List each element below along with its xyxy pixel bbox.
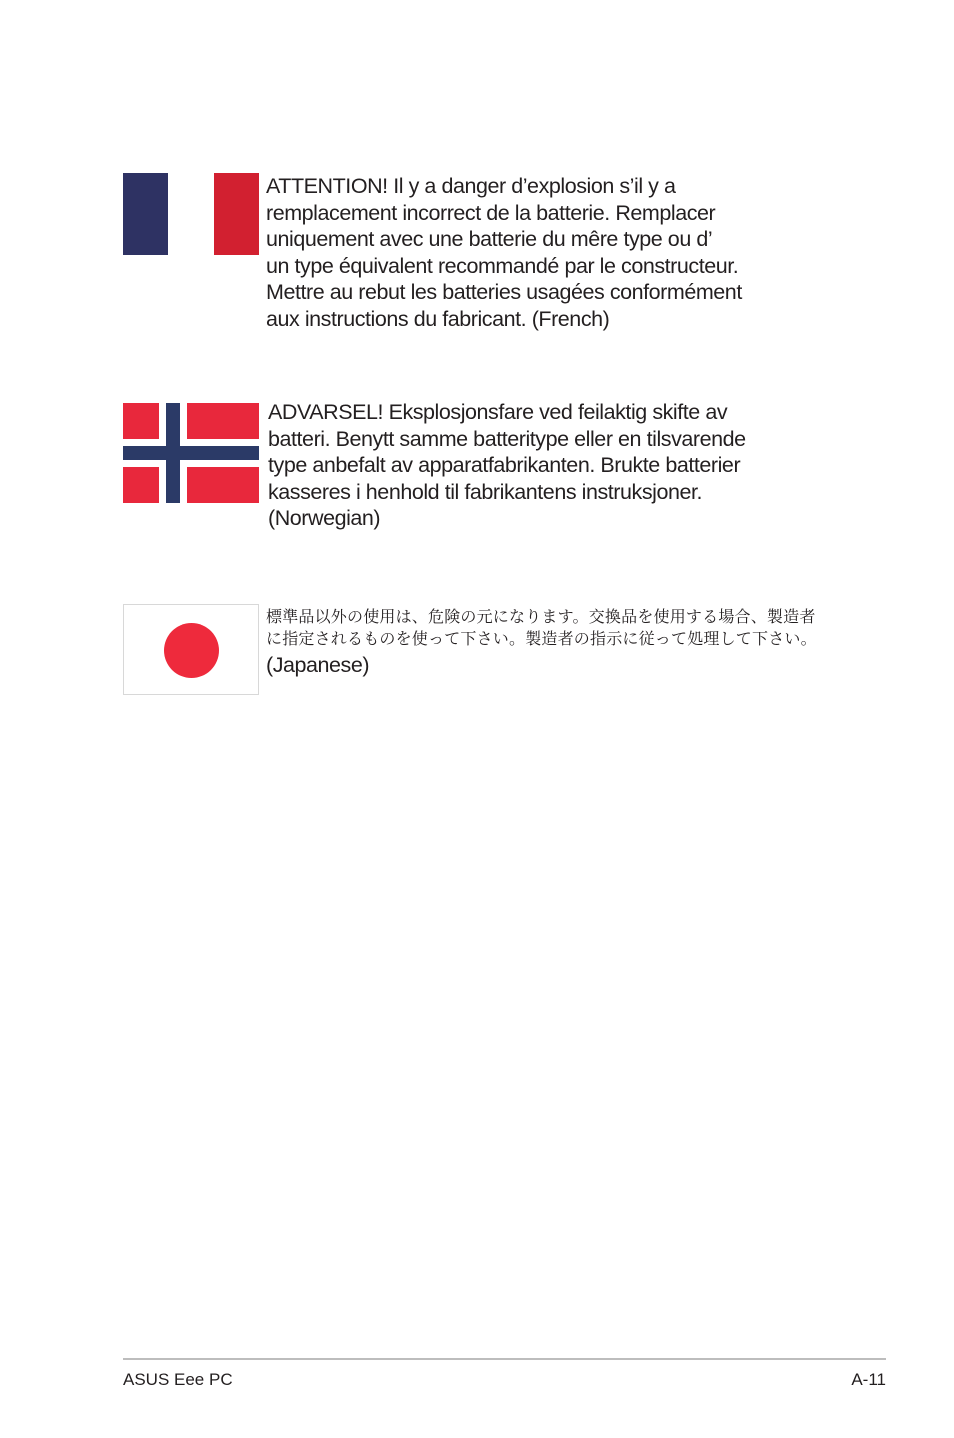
french-warning-line: uniquement avec une batterie du mêre type ou d’ [266,227,713,251]
norwegian-warning-line: type anbefalt av apparatfabrikanten. Brukte batterier [268,453,741,477]
norwegian-warning-line: batteri. Benytt samme batteritype eller en tilsvarende [268,426,746,451]
french-warning-line: un type équivalent recommandé par le constructeur. [266,253,739,278]
japanese-warning-line: 標準品以外の使用は、危険の元になります。交換品を使用する場合、製造者 [266,607,816,626]
japanese-warning-line: に指定されるものを使って下さい。製造者の指示に従って処理して下さい。 [266,629,817,648]
french-warning-text [266,173,742,332]
french-warning-line: Mettre au rebut les batteries usagées conformément [266,280,742,304]
norwegian-warning-line: (Norwegian) [268,506,381,530]
norwegian-warning-text [268,399,746,532]
japan-flag-icon [123,604,259,695]
french-warning-line: ATTENTION! Il y a danger d’explosion s’il y a [266,174,676,198]
flag-cross-blue-horizontal [123,446,259,460]
flag-red-disc [164,623,219,678]
norwegian-warning-line: ADVARSEL! Eksplosjonsfare ved feilaktig skifte av [268,400,728,424]
norwegian-warning-line: kasseres i henhold til fabrikantens instruksjoner. [268,479,703,504]
footer-divider [123,1358,886,1360]
flag-stripe-blue [123,173,168,255]
french-warning-line: aux instructions du fabricant. (French) [266,306,610,331]
france-flag-icon [123,173,259,255]
flag-stripe-red [214,173,259,255]
footer-page-number: A-11 [851,1370,886,1389]
french-warning-line: remplacement incorrect de la batterie. Remplacer [266,200,716,225]
flag-stripe-white [168,173,213,255]
japanese-language-label: (Japanese) [266,653,370,677]
japanese-warning-text [266,606,817,680]
footer-product-name: ASUS Eee PC [123,1370,233,1389]
norway-flag-icon [123,403,259,503]
